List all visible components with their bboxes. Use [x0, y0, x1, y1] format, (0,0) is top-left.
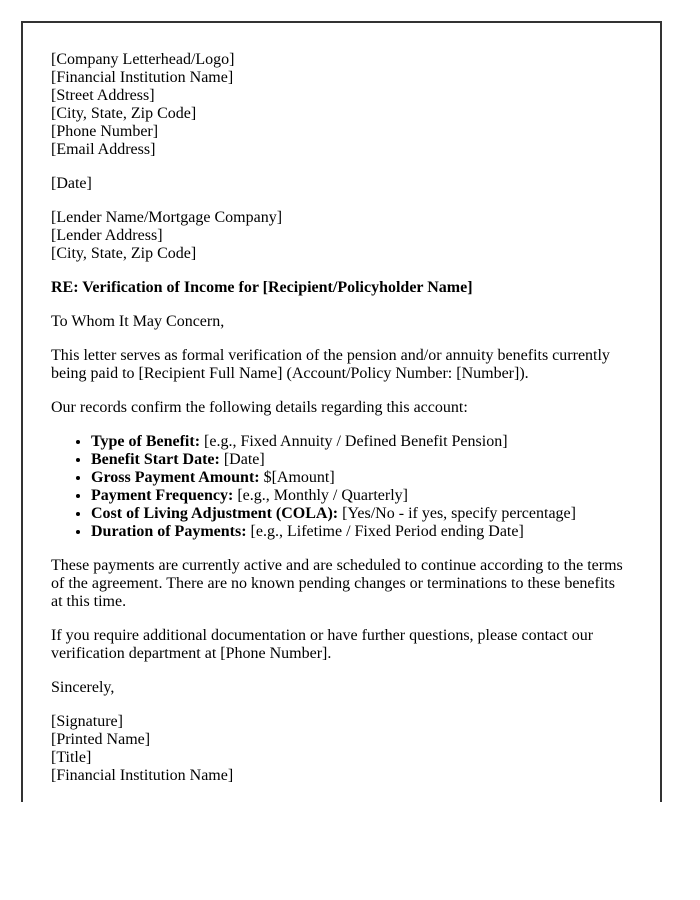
sender-phone-line: [Phone Number] [51, 123, 159, 140]
detail-value: [e.g., Lifetime / Fixed Period ending Date] [250, 523, 524, 540]
recipient-city-line: [City, State, Zip Code] [51, 245, 197, 262]
recipient-name-line: [Lender Name/Mortgage Company] [51, 209, 283, 226]
recipient-address-line: [Lender Address] [51, 227, 163, 244]
signature-line: [Signature] [51, 713, 123, 730]
subject-line: RE: Verification of Income for [Recipient/Policyholder Name] [51, 279, 473, 296]
detail-value: [Date] [223, 451, 265, 468]
status-paragraph: These payments are currently active and are scheduled to continue according to the terms of the agreement. There are no known pending changes or terminations to these benefits at this time. [51, 557, 623, 610]
signature-block [51, 713, 630, 785]
date-line: [Date] [51, 175, 92, 192]
detail-item-gross-payment-amount [91, 469, 630, 487]
recipient-block [51, 209, 630, 263]
intro-paragraph: This letter serves as formal verification of the pension and/or annuity benefits currently being paid to [Recipient Full Name] (Account/Policy Number: [Number]). [51, 347, 610, 382]
salutation-line: To Whom It May Concern, [51, 313, 225, 330]
sender-city-line: [City, State, Zip Code] [51, 105, 197, 122]
sender-block [51, 51, 630, 159]
detail-item-type-of-benefit [91, 433, 630, 451]
detail-label: Payment Frequency: [91, 487, 234, 504]
sender-letterhead-line: [Company Letterhead/Logo] [51, 51, 235, 68]
sender-institution-line: [Financial Institution Name] [51, 69, 234, 86]
closing-line: Sincerely, [51, 679, 115, 696]
detail-value: [e.g., Monthly / Quarterly] [237, 487, 408, 504]
detail-label: Benefit Start Date: [91, 451, 220, 468]
detail-item-duration-of-payments [91, 523, 630, 541]
detail-item-cola [91, 505, 630, 523]
detail-item-payment-frequency [91, 487, 630, 505]
detail-value: [Yes/No - if yes, specify percentage] [342, 505, 576, 522]
detail-item-benefit-start-date [91, 451, 630, 469]
signature-institution-line: [Financial Institution Name] [51, 767, 234, 784]
details-lead-line: Our records confirm the following details regarding this account: [51, 399, 468, 416]
detail-value: $[Amount] [263, 469, 335, 486]
title-line: [Title] [51, 749, 92, 766]
detail-label: Gross Payment Amount: [91, 469, 260, 486]
letter-page [21, 21, 662, 802]
sender-email-line: [Email Address] [51, 141, 156, 158]
printed-name-line: [Printed Name] [51, 731, 151, 748]
benefit-details-list [51, 433, 630, 541]
contact-paragraph: If you require additional documentation or have further questions, please contact our verification department at [Phone Number]. [51, 627, 594, 662]
sender-street-line: [Street Address] [51, 87, 155, 104]
detail-label: Cost of Living Adjustment (COLA): [91, 505, 339, 522]
detail-label: Duration of Payments: [91, 523, 247, 540]
detail-value: [e.g., Fixed Annuity / Defined Benefit Pension] [204, 433, 508, 450]
detail-label: Type of Benefit: [91, 433, 201, 450]
